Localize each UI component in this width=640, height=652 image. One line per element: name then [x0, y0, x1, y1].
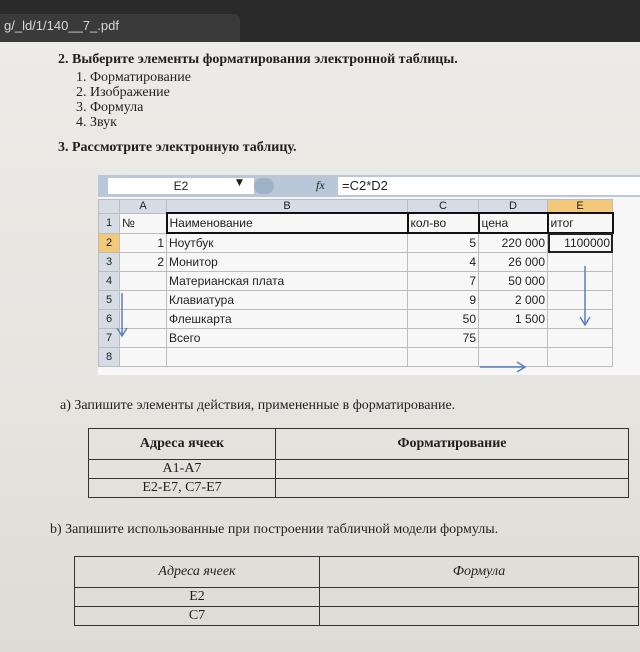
cell: 26 000: [479, 253, 548, 272]
fx-icon: fx: [316, 178, 325, 192]
task2-options: [76, 70, 191, 130]
cell: Материанская плата: [167, 272, 408, 291]
answer-cell: [320, 588, 639, 607]
cell: С7: [75, 607, 320, 626]
table-row: [99, 213, 613, 233]
option-item: 4. Звук: [76, 115, 117, 130]
cell: Ноутбук: [167, 233, 408, 253]
row-number: 4: [99, 272, 120, 291]
row-number: 5: [99, 291, 120, 310]
row-number: 3: [99, 253, 120, 272]
col-header-b: B: [167, 200, 408, 214]
cell: Монитор: [167, 253, 408, 272]
cell: 4: [408, 253, 479, 272]
cell: 9: [408, 291, 479, 310]
header-addresses: Адреса ячеек: [89, 429, 276, 460]
col-header-d: D: [479, 200, 548, 214]
header-formatting: Форматирование: [276, 429, 629, 460]
row-number: 8: [99, 348, 120, 367]
part-b-table: [74, 556, 639, 626]
table-row: [99, 329, 613, 348]
col-header-c: C: [408, 200, 479, 214]
option-item: 2. Изображение: [76, 85, 170, 100]
cell: 2: [120, 253, 167, 272]
arrow-down-icon: [115, 293, 129, 339]
part-b-prompt: b) Запишите использованные при построении табличной модели формулы.: [50, 522, 499, 537]
table-row: [99, 310, 613, 329]
table-row: [99, 272, 613, 291]
option-item: 3. Формула: [76, 100, 144, 115]
part-a-table: [88, 428, 629, 498]
answer-cell: [320, 607, 639, 626]
table-header-row: [75, 557, 639, 588]
cell: 5: [408, 233, 479, 253]
formula-button: [254, 178, 274, 194]
cell: 7: [408, 272, 479, 291]
col-header-a: A: [120, 200, 167, 214]
col-header-e: E: [548, 200, 613, 214]
arrow-right-icon: [480, 360, 528, 374]
table-row: [99, 291, 613, 310]
cell: [408, 348, 479, 367]
cell: [548, 329, 613, 348]
answer-cell: [276, 460, 629, 479]
row-number: 2: [99, 233, 120, 253]
corner-cell: [99, 200, 120, 214]
cell: [120, 272, 167, 291]
spreadsheet-grid: [98, 199, 614, 367]
option-item: 1. Форматирование: [76, 70, 191, 85]
header-formula: Формула: [320, 557, 639, 588]
cell: итог: [548, 213, 613, 233]
table-row: [75, 588, 639, 607]
cell: 50: [408, 310, 479, 329]
active-cell-e2: 1100000: [548, 233, 613, 253]
cell: №: [120, 213, 167, 233]
cell: 220 000: [479, 233, 548, 253]
table-row: [89, 460, 629, 479]
row-number: 7: [99, 329, 120, 348]
cell: 1: [120, 233, 167, 253]
cell: [167, 348, 408, 367]
window-title: g/_ld/1/140__7_.pdf: [4, 18, 119, 33]
cell: 75: [408, 329, 479, 348]
cell: Наименование: [167, 213, 408, 233]
cell: 1 500: [479, 310, 548, 329]
table-row: [75, 607, 639, 626]
table-row: [99, 253, 613, 272]
formula-input: =C2*D2: [338, 177, 640, 195]
table-row: [99, 233, 613, 253]
cell: 50 000: [479, 272, 548, 291]
part-a-prompt: а) Запишите элементы действия, примененные в форматирование.: [60, 398, 456, 413]
row-number: 6: [99, 310, 120, 329]
table-row: [99, 348, 613, 367]
cell: Е2: [75, 588, 320, 607]
cell: [548, 348, 613, 367]
row-number: 1: [99, 213, 120, 233]
cell: 2 000: [479, 291, 548, 310]
column-header-row: [99, 200, 613, 214]
chevron-down-icon: ▼: [236, 178, 243, 188]
name-box: E2: [108, 178, 254, 194]
cell: кол-во: [408, 213, 479, 233]
answer-cell: [276, 479, 629, 498]
arrow-down-icon: [578, 266, 592, 328]
cell: Флешкарта: [167, 310, 408, 329]
header-addresses: Адреса ячеек: [75, 557, 320, 588]
cell: Клавиатура: [167, 291, 408, 310]
table-header-row: [89, 429, 629, 460]
task2-heading: 2. Выберите элементы форматирования электронной таблицы.: [58, 52, 458, 67]
table-row: [89, 479, 629, 498]
cell: А1-А7: [89, 460, 276, 479]
task3-heading: 3. Рассмотрите электронную таблицу.: [58, 140, 297, 155]
cell: [120, 348, 167, 367]
cell: [479, 329, 548, 348]
cell: Всего: [167, 329, 408, 348]
cell: Е2-Е7, С7-Е7: [89, 479, 276, 498]
cell: цена: [479, 213, 548, 233]
